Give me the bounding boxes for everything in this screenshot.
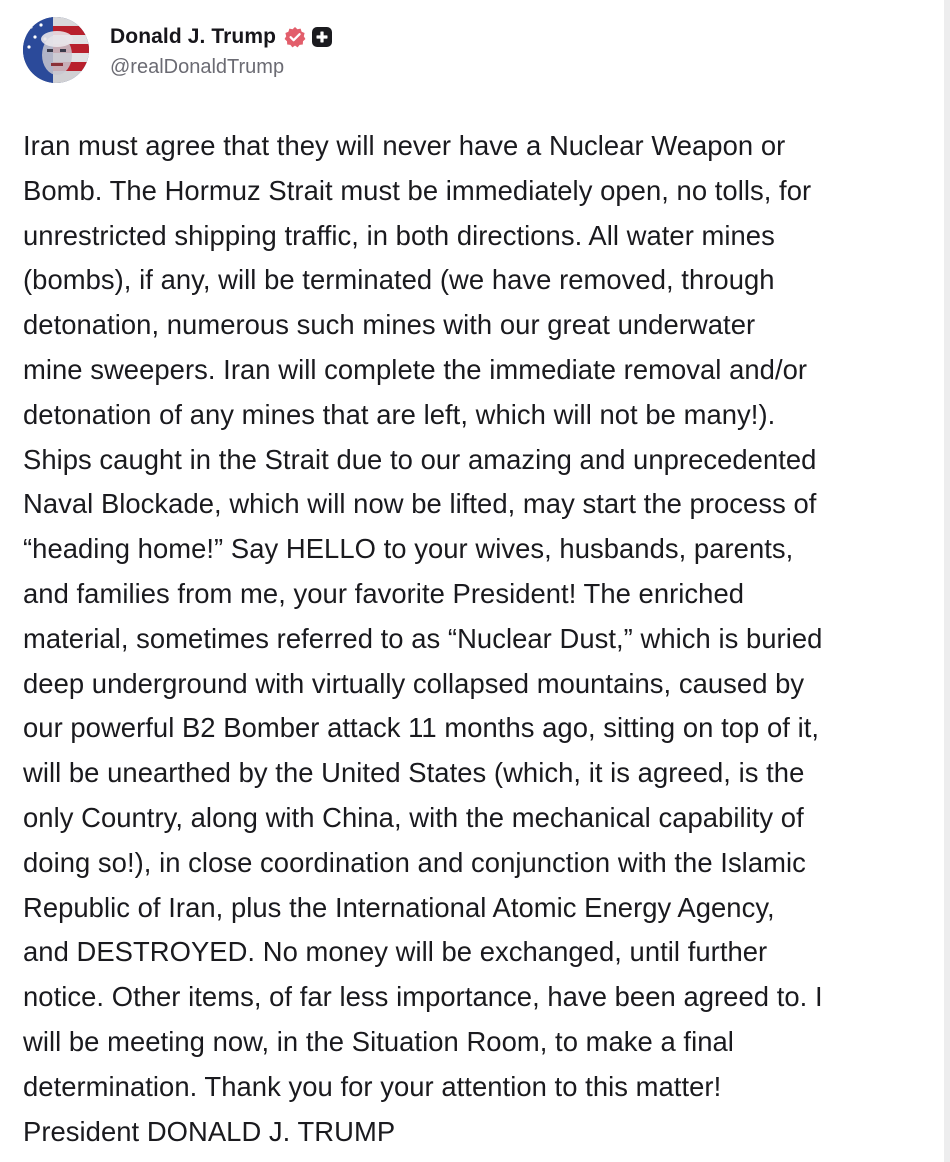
post-body-line: doing so!), in close coordination and conjunction with the Islamic xyxy=(23,846,806,878)
post-body-line: determination. Thank you for your attention to this matter! xyxy=(23,1070,722,1102)
post-body-line: will be unearthed by the United States (which, it is agreed, is the xyxy=(23,757,805,789)
post-body-line: notice. Other items, of far less importance, have been agreed to. I xyxy=(23,981,823,1013)
post-body-line: only Country, along with China, with the mechanical capability of xyxy=(23,801,804,833)
post-body-line: our powerful B2 Bomber attack 11 months ago, sitting on top of it, xyxy=(23,712,820,744)
author-avatar[interactable] xyxy=(23,17,89,83)
verified-badge-icon xyxy=(284,26,306,48)
post-body-line: unrestricted shipping traffic, in both directions. All water mines xyxy=(23,219,775,251)
post-body-line: deep underground with virtually collapsed mountains, caused by xyxy=(23,667,805,699)
post-body xyxy=(23,124,923,1154)
post-body-line: Ships caught in the Strait due to our amazing and unprecedented xyxy=(23,443,817,475)
post-body-line: Bomb. The Hormuz Strait must be immediately open, no tolls, for xyxy=(23,174,812,206)
post-body-line: President DONALD J. TRUMP xyxy=(23,1115,396,1147)
page-edge-divider xyxy=(944,0,950,1162)
post-body-line: Iran must agree that they will never have a Nuclear Weapon or xyxy=(23,130,786,161)
post-body-line: (bombs), if any, will be terminated (we have removed, through xyxy=(23,264,775,296)
post-body-line: detonation of any mines that are left, which will not be many!). xyxy=(23,398,776,430)
post-body-line: will be meeting now, in the Situation Room, to make a final xyxy=(23,1025,734,1057)
post-body-line: Naval Blockade, which will now be lifted, may start the process of xyxy=(23,488,817,520)
author-name-row xyxy=(110,22,333,52)
post-body-line: mine sweepers. Iran will complete the immediate removal and/or xyxy=(23,353,808,385)
post-body-line: and families from me, your favorite President! The enriched xyxy=(23,577,745,609)
author-handle[interactable]: @realDonaldTrump xyxy=(110,55,285,78)
author-display-name[interactable]: Donald J. Trump xyxy=(110,24,277,48)
post-body-line: “heading home!” Say HELLO to your wives, husbands, parents, xyxy=(23,533,794,565)
author-identity xyxy=(110,17,333,83)
post-header xyxy=(23,16,333,84)
avatar-image xyxy=(23,17,89,83)
post-body-line: detonation, numerous such mines with our great underwater xyxy=(23,309,756,341)
plus-badge-icon xyxy=(311,26,333,48)
post-body-line: material, sometimes referred to as “Nuclear Dust,” which is buried xyxy=(23,622,823,654)
post-body-line: and DESTROYED. No money will be exchanged, until further xyxy=(23,936,768,968)
post-body-line: Republic of Iran, plus the International Atomic Energy Agency, xyxy=(23,891,775,923)
